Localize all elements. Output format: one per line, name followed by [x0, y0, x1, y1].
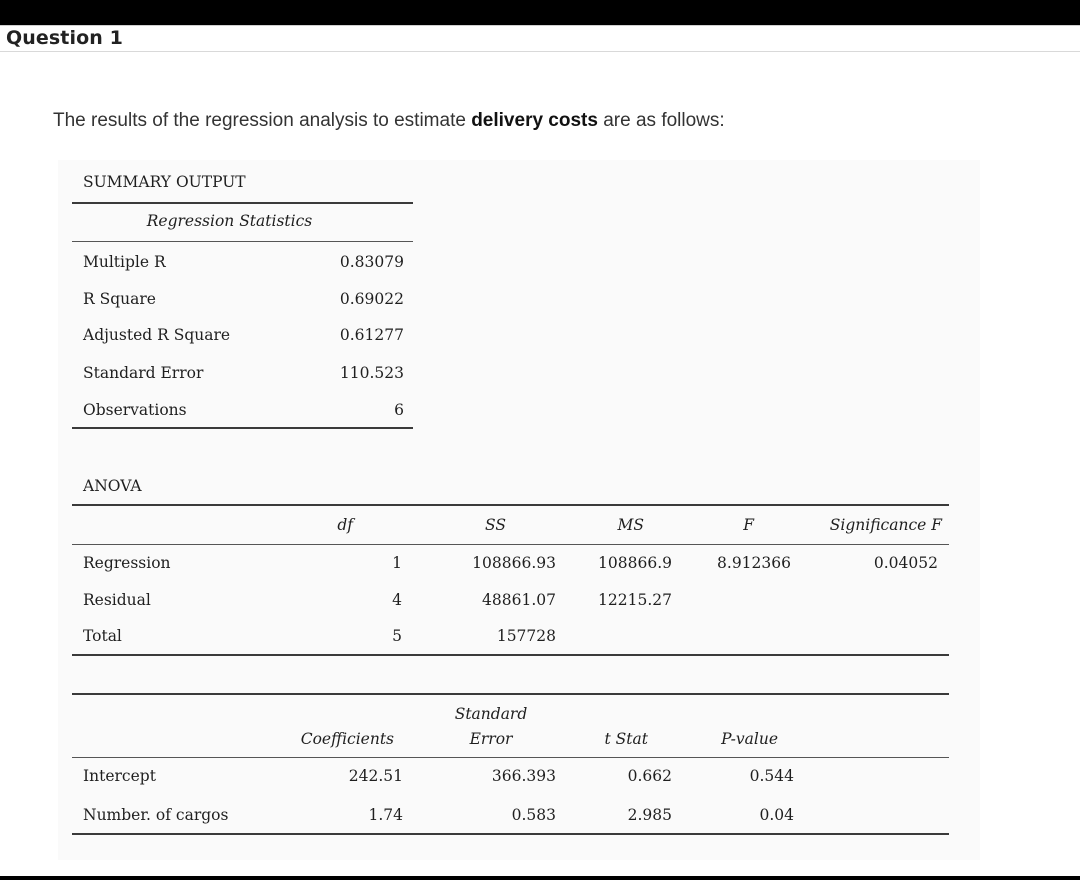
anova-ss-regression: 108866.93 [472, 554, 556, 572]
coef-bottom-rule [72, 833, 949, 835]
anova-header-ms: MS [617, 516, 644, 534]
stat-label-r-square: R Square [83, 290, 156, 308]
anova-header-significance-f: Significance F [829, 516, 942, 534]
coef-header-error: Error [469, 730, 513, 748]
anova-header-df: df [337, 516, 353, 534]
anova-label-regression: Regression [83, 554, 171, 572]
anova-header-rule [72, 544, 949, 545]
stat-label-standard-error: Standard Error [83, 364, 204, 382]
coef-se-number-of-cargos: 0.583 [511, 806, 556, 824]
stat-value-observations: 6 [394, 401, 404, 419]
coef-header-standard: Standard [454, 705, 528, 723]
coef-value-intercept: 242.51 [348, 767, 403, 785]
stat-value-multiple-r: 0.83079 [339, 253, 404, 271]
stat-value-standard-error: 110.523 [339, 364, 404, 382]
bottom-bar [0, 876, 1080, 880]
coef-header-p-value: P-value [721, 730, 778, 748]
question-title: Question 1 [6, 27, 123, 49]
anova-ms-residual: 12215.27 [598, 591, 672, 609]
anova-ss-residual: 48861.07 [482, 591, 556, 609]
stat-label-adjusted-r-square: Adjusted R Square [83, 326, 231, 344]
coef-se-intercept: 366.393 [491, 767, 556, 785]
stat-value-r-square: 0.69022 [339, 290, 404, 308]
summary-top-rule [72, 202, 413, 204]
anova-ss-total: 157728 [496, 627, 556, 645]
anova-df-residual: 4 [392, 591, 402, 609]
anova-f-regression: 8.912366 [717, 554, 791, 572]
stat-value-adjusted-r-square: 0.61277 [339, 326, 404, 344]
coef-header-rule [72, 757, 949, 758]
regression-statistics-header: Regression Statistics [146, 212, 313, 230]
anova-df-total: 5 [392, 627, 402, 645]
coef-p-intercept: 0.544 [749, 767, 794, 785]
anova-ms-regression: 108866.9 [598, 554, 672, 572]
anova-df-regression: 1 [392, 554, 402, 572]
anova-header-ss: SS [485, 516, 506, 534]
question-header [0, 25, 1080, 52]
coef-p-number-of-cargos: 0.04 [759, 806, 794, 824]
coef-t-number-of-cargos: 2.985 [627, 806, 672, 824]
anova-label-total: Total [83, 627, 122, 645]
anova-header-f: F [743, 516, 754, 534]
regression-output-figure [58, 160, 980, 860]
anova-label-residual: Residual [83, 591, 151, 609]
summary-bottom-rule [72, 427, 413, 429]
anova-bottom-rule [72, 654, 949, 656]
top-bar [0, 0, 1080, 25]
coef-value-number-of-cargos: 1.74 [368, 806, 403, 824]
intro-text-bold: delivery costs [471, 110, 598, 131]
coef-t-intercept: 0.662 [627, 767, 672, 785]
anova-sig-regression: 0.04052 [873, 554, 938, 572]
coef-label-intercept: Intercept [83, 767, 156, 785]
summary-header-rule [72, 241, 413, 242]
summary-title: SUMMARY OUTPUT [83, 173, 246, 191]
intro-text-before: The results of the regression analysis to estimate [53, 110, 472, 131]
stat-label-observations: Observations [83, 401, 187, 419]
coef-header-t-stat: t Stat [604, 730, 648, 748]
intro-text-after: are as follows: [597, 110, 725, 131]
coef-top-rule [72, 693, 949, 695]
anova-title: ANOVA [83, 477, 142, 495]
anova-top-rule [72, 504, 949, 506]
coef-header-coefficients: Coefficients [300, 730, 394, 748]
question-intro [53, 110, 725, 132]
coef-label-number-of-cargos: Number. of cargos [83, 806, 229, 824]
stat-label-multiple-r: Multiple R [83, 253, 166, 271]
